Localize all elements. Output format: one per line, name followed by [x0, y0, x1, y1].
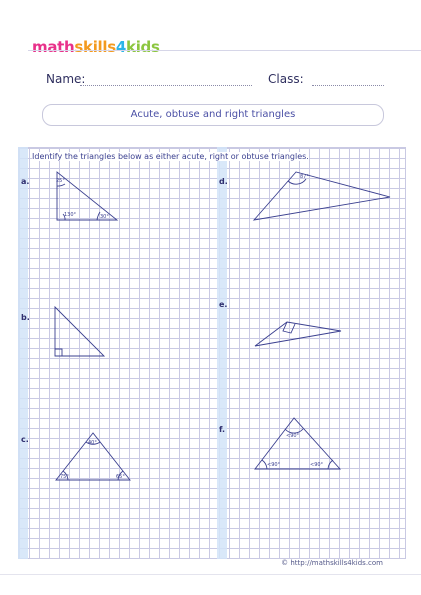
- angle-label-c-left: 75°: [60, 474, 69, 480]
- logo-part-skills: skills: [74, 38, 116, 56]
- footer-credit: © http://mathskills4kids.com: [281, 559, 383, 567]
- problem-label-c: c.: [21, 435, 29, 444]
- angle-label-f-top: <90°: [286, 433, 300, 439]
- angle-label-c-right: 65°: [116, 474, 125, 480]
- problem-label-d: d.: [219, 177, 228, 186]
- angle-label-a-left: 130°: [64, 212, 77, 218]
- angle-arc-a-top: [57, 184, 65, 186]
- problem-label-a: a.: [21, 177, 30, 186]
- angle-label-d-top: 87°: [300, 174, 309, 180]
- class-label: Class:: [268, 72, 304, 86]
- angle-label-f-left: <90°: [267, 462, 281, 468]
- worksheet-title: Acute, obtuse and right triangles: [42, 104, 384, 126]
- logo-part-4: 4: [115, 38, 127, 56]
- name-label: Name:: [46, 72, 86, 86]
- right-angle-mark-b: [55, 349, 62, 356]
- angle-arc-f-right: [328, 460, 333, 469]
- problem-label-f: f.: [219, 425, 226, 434]
- instruction-text: Identify the triangles below as either acute, right or obtuse triangles.: [32, 152, 309, 161]
- problem-label-e: e.: [219, 300, 228, 309]
- angle-label-f-right: <90°: [310, 462, 324, 468]
- triangle-d: [254, 172, 390, 220]
- problem-label-b: b.: [21, 313, 30, 322]
- angle-label-a-right: 30°: [100, 214, 109, 220]
- angle-label-a-top: 25°: [56, 178, 65, 184]
- footer-divider: [0, 574, 421, 575]
- angle-label-c-top: 40°: [88, 440, 97, 446]
- triangle-e: [255, 322, 341, 346]
- logo-part-kids: kids: [126, 38, 160, 56]
- logo-part-math: math: [32, 38, 75, 56]
